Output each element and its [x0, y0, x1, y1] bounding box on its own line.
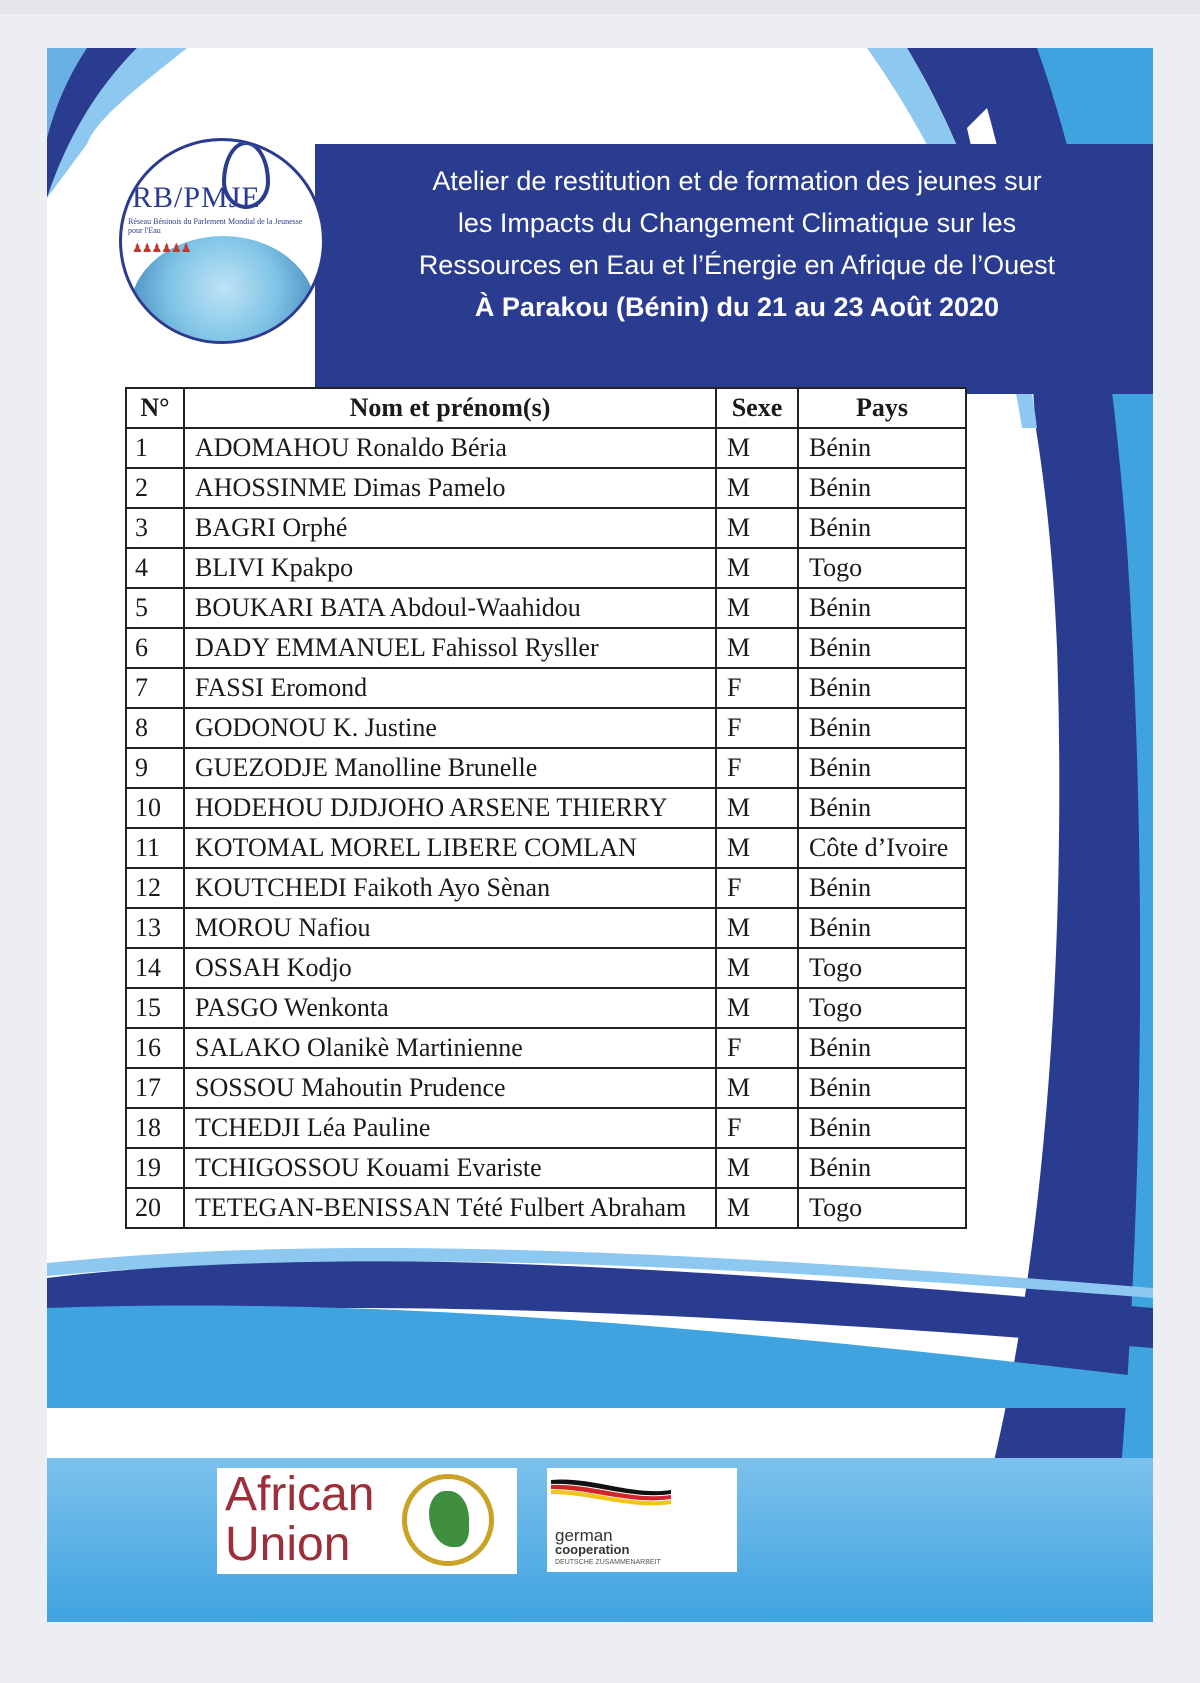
table-body — [126, 428, 966, 1228]
row-number: 17 — [126, 1068, 184, 1108]
row-number: 12 — [126, 868, 184, 908]
table-row — [126, 548, 966, 588]
row-name: BLIVI Kpakpo — [184, 548, 716, 588]
title-line-4: À Parakou (Bénin) du 21 au 23 Août 2020 — [474, 292, 1000, 322]
people-figures-icon: ♟♟♟♟♟♟ — [132, 241, 191, 255]
table-row — [126, 588, 966, 628]
row-number: 19 — [126, 1148, 184, 1188]
header-sex: Sexe — [716, 388, 798, 428]
table-row — [126, 1068, 966, 1108]
row-country: Bénin — [798, 868, 966, 908]
table-row — [126, 908, 966, 948]
row-sex: F — [716, 748, 798, 788]
row-sex: M — [716, 508, 798, 548]
row-country: Bénin — [798, 788, 966, 828]
header-number: N° — [126, 388, 184, 428]
participants-table — [125, 387, 967, 1229]
row-sex: M — [716, 548, 798, 588]
table-row — [126, 868, 966, 908]
row-name: AHOSSINME Dimas Pamelo — [184, 468, 716, 508]
row-number: 7 — [126, 668, 184, 708]
row-country: Bénin — [798, 428, 966, 468]
row-country: Bénin — [798, 628, 966, 668]
row-name: PASGO Wenkonta — [184, 988, 716, 1028]
row-sex: F — [716, 708, 798, 748]
row-sex: M — [716, 948, 798, 988]
row-number: 5 — [126, 588, 184, 628]
title-line-1: Atelier de restitution et de formation des jeunes sur — [432, 166, 1042, 196]
table-row — [126, 708, 966, 748]
row-country: Bénin — [798, 1148, 966, 1188]
gc-line-2: cooperation — [555, 1542, 630, 1557]
row-name: SALAKO Olanikè Martinienne — [184, 1028, 716, 1068]
table-row — [126, 1028, 966, 1068]
row-number: 18 — [126, 1108, 184, 1148]
row-country: Bénin — [798, 668, 966, 708]
row-name: OSSAH Kodjo — [184, 948, 716, 988]
table-row — [126, 988, 966, 1028]
row-sex: F — [716, 1028, 798, 1068]
row-sex: M — [716, 908, 798, 948]
au-wordmark — [225, 1470, 374, 1570]
table-row — [126, 748, 966, 788]
row-country: Bénin — [798, 708, 966, 748]
row-number: 11 — [126, 828, 184, 868]
row-number: 3 — [126, 508, 184, 548]
row-name: ADOMAHOU Ronaldo Béria — [184, 428, 716, 468]
row-name: TCHIGOSSOU Kouami Evariste — [184, 1148, 716, 1188]
african-union-logo — [217, 1468, 517, 1574]
row-name: KOUTCHEDI Faikoth Ayo Sènan — [184, 868, 716, 908]
title-line-2: les Impacts du Changement Climatique sur les — [457, 208, 1017, 238]
row-country: Togo — [798, 548, 966, 588]
german-cooperation-logo — [547, 1468, 737, 1572]
row-name: DADY EMMANUEL Fahissol Rysller — [184, 628, 716, 668]
row-country: Bénin — [798, 508, 966, 548]
table-row — [126, 948, 966, 988]
row-sex: M — [716, 428, 798, 468]
logo-subtitle: Réseau Béninois du Parlement Mondial de la Jeunesse pour l'Eau — [128, 217, 303, 235]
row-name: KOTOMAL MOREL LIBERE COMLAN — [184, 828, 716, 868]
logo-acronym: RB/PMJE — [132, 181, 261, 214]
table-row — [126, 628, 966, 668]
table-header-row — [126, 388, 966, 428]
row-name: GUEZODJE Manolline Brunelle — [184, 748, 716, 788]
au-line-1: African — [225, 1468, 375, 1521]
row-sex: M — [716, 628, 798, 668]
row-sex: F — [716, 1108, 798, 1148]
title-line-3: Ressources en Eau et l’Énergie en Afrique de l’Ouest — [418, 250, 1056, 280]
row-sex: M — [716, 988, 798, 1028]
row-country: Togo — [798, 988, 966, 1028]
row-sex: M — [716, 588, 798, 628]
gc-line-1: german — [555, 1526, 613, 1545]
table-row — [126, 1148, 966, 1188]
table-row — [126, 828, 966, 868]
row-name: MOROU Nafiou — [184, 908, 716, 948]
row-sex: M — [716, 828, 798, 868]
africa-map-icon — [429, 1491, 469, 1547]
row-country: Togo — [798, 948, 966, 988]
row-name: TETEGAN-BENISSAN Tété Fulbert Abraham — [184, 1188, 716, 1228]
row-number: 1 — [126, 428, 184, 468]
au-line-2: Union — [225, 1518, 351, 1571]
row-number: 10 — [126, 788, 184, 828]
gc-line-3: DEUTSCHE ZUSAMMENARBEIT — [555, 1559, 661, 1566]
row-number: 2 — [126, 468, 184, 508]
table-row — [126, 508, 966, 548]
row-sex: M — [716, 788, 798, 828]
row-name: FASSI Eromond — [184, 668, 716, 708]
german-flag-swoosh-icon — [551, 1476, 671, 1506]
row-number: 15 — [126, 988, 184, 1028]
row-number: 16 — [126, 1028, 184, 1068]
row-sex: M — [716, 1148, 798, 1188]
row-country: Bénin — [798, 468, 966, 508]
row-name: SOSSOU Mahoutin Prudence — [184, 1068, 716, 1108]
row-number: 14 — [126, 948, 184, 988]
row-sex: M — [716, 468, 798, 508]
header-country: Pays — [798, 388, 966, 428]
table-row — [126, 788, 966, 828]
row-country: Bénin — [798, 908, 966, 948]
row-sex: M — [716, 1068, 798, 1108]
table-row — [126, 1188, 966, 1228]
row-country: Togo — [798, 1188, 966, 1228]
row-sex: F — [716, 868, 798, 908]
row-number: 8 — [126, 708, 184, 748]
row-number: 6 — [126, 628, 184, 668]
row-name: TCHEDJI Léa Pauline — [184, 1108, 716, 1148]
rbpmje-logo — [119, 138, 325, 344]
top-strip — [0, 0, 1200, 14]
row-sex: F — [716, 668, 798, 708]
row-number: 4 — [126, 548, 184, 588]
table-row — [126, 1108, 966, 1148]
poster — [47, 48, 1153, 1622]
row-country: Bénin — [798, 748, 966, 788]
row-country: Bénin — [798, 1068, 966, 1108]
row-country: Bénin — [798, 1028, 966, 1068]
row-sex: M — [716, 1188, 798, 1228]
row-name: HODEHOU DJDJOHO ARSENE THIERRY — [184, 788, 716, 828]
au-emblem-icon — [402, 1474, 494, 1566]
row-name: BAGRI Orphé — [184, 508, 716, 548]
row-name: BOUKARI BATA Abdoul-Waahidou — [184, 588, 716, 628]
row-country: Bénin — [798, 1108, 966, 1148]
row-name: GODONOU K. Justine — [184, 708, 716, 748]
row-number: 20 — [126, 1188, 184, 1228]
table-row — [126, 428, 966, 468]
table-row — [126, 468, 966, 508]
row-country: Bénin — [798, 588, 966, 628]
row-country: Côte d’Ivoire — [798, 828, 966, 868]
table-row — [126, 668, 966, 708]
workshop-title — [347, 160, 1127, 380]
row-number: 13 — [126, 908, 184, 948]
row-number: 9 — [126, 748, 184, 788]
header-name: Nom et prénom(s) — [184, 388, 716, 428]
